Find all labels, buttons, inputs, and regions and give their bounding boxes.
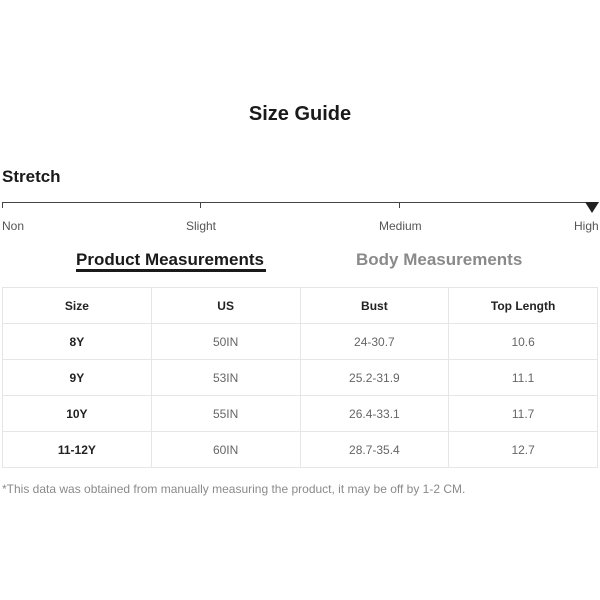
us-cell: 50IN <box>151 324 300 360</box>
active-tab-underline <box>76 269 266 272</box>
top-length-cell: 11.7 <box>449 396 598 432</box>
size-cell: 11-12Y <box>3 432 152 468</box>
size-cell: 8Y <box>3 324 152 360</box>
stretch-level-high: High <box>574 219 599 233</box>
column-header-size: Size <box>3 288 152 324</box>
stretch-level-slight: Slight <box>186 219 217 233</box>
stretch-tick-slight <box>200 202 201 208</box>
tab-product-measurements[interactable]: Product Measurements <box>76 250 264 269</box>
size-cell: 9Y <box>3 360 152 396</box>
page-title: Size Guide <box>248 103 352 125</box>
column-header-bust: Bust <box>300 288 449 324</box>
bust-cell: 25.2-31.9 <box>300 360 449 396</box>
stretch-tick-medium <box>399 202 400 208</box>
table-row <box>3 360 598 396</box>
stretch-tick-non <box>2 202 3 208</box>
table-header-row <box>3 288 598 324</box>
stretch-scale-line <box>2 202 592 203</box>
stretch-level-medium: Medium <box>379 219 422 233</box>
stretch-level-non: Non <box>2 219 25 233</box>
top-length-cell: 10.6 <box>449 324 598 360</box>
stretch-label: Stretch <box>2 167 61 186</box>
stretch-selected-marker-icon <box>585 202 599 213</box>
bust-cell: 24-30.7 <box>300 324 449 360</box>
size-table <box>2 287 598 468</box>
column-header-top-length: Top Length <box>449 288 598 324</box>
bust-cell: 28.7-35.4 <box>300 432 449 468</box>
us-cell: 60IN <box>151 432 300 468</box>
column-header-us: US <box>151 288 300 324</box>
us-cell: 55IN <box>151 396 300 432</box>
measurement-disclaimer: *This data was obtained from manually measuring the product, it may be off by 1-2 CM. <box>2 482 466 496</box>
top-length-cell: 11.1 <box>449 360 598 396</box>
top-length-cell: 12.7 <box>449 432 598 468</box>
tab-body-measurements[interactable]: Body Measurements <box>356 250 523 269</box>
table-row <box>3 432 598 468</box>
us-cell: 53IN <box>151 360 300 396</box>
table-row <box>3 396 598 432</box>
bust-cell: 26.4-33.1 <box>300 396 449 432</box>
table-row <box>3 324 598 360</box>
size-cell: 10Y <box>3 396 152 432</box>
